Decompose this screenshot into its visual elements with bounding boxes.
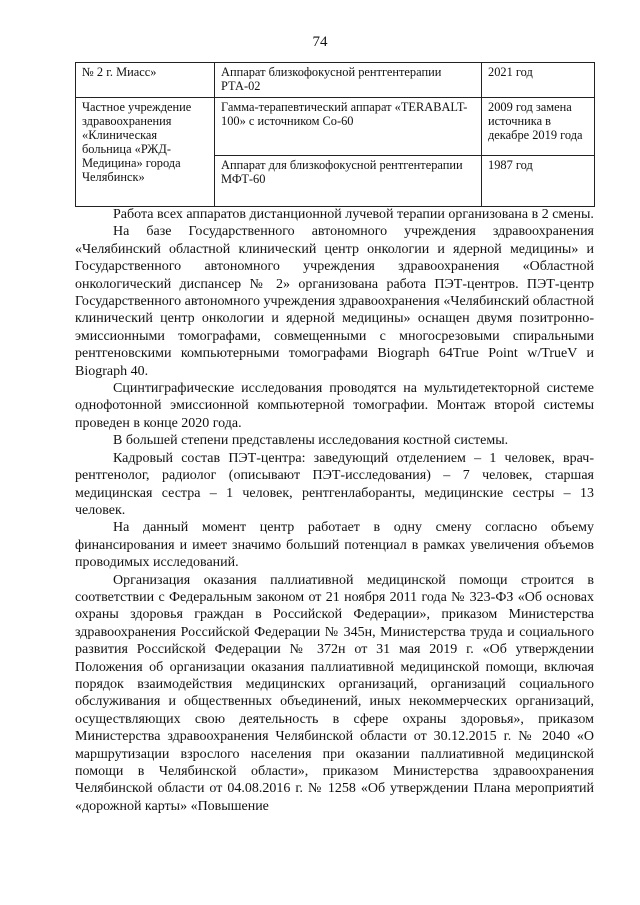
paragraph: Организация оказания паллиативной медицинской помощи строится в соответствии с Федеральным законом от 21 ноября 2011 года № 323-ФЗ «Об основах охраны здоровья граждан в Российской Федерации», приказом Министерства здравоохранения Российской Федерации № 345н, Министерства труда и социального развития Российской Федерации № 372н от 31 мая 2019 г. «Об утверждении Положения об организации оказания паллиативной медицинской помощи, включая порядок взаимодействия медицинских организаций, организаций социального обслуживания и общественных объединений, иных некоммерческих организаций, осуществляющих свою деятельность в сфере охраны здоровья», приказом Министерства здравоохранения Челябинской области от 30.12.2015 г. № 2040 «О маршрутизации взрослого населения при оказании паллиативной медицинской помощи в Челябинской области», приказом Министерства здравоохранения Челябинской области от 04.08.2016 г. № 1258 «Об утверждении Плана мероприятий «дорожной карты» «Повышение [75, 572, 594, 814]
body-text [75, 206, 594, 815]
table-cell-institution: № 2 г. Миасс» [76, 63, 215, 98]
table-cell-year: 2009 год замена источника в декабре 2019 года [482, 98, 595, 156]
equipment-table [75, 62, 595, 207]
table-cell-year: 1987 год [482, 156, 595, 207]
table-cell-equipment: Гамма-терапевтический аппарат «TERABALT-100» с источником Со-60 [215, 98, 482, 156]
table-cell-institution: Частное учреждение здравоохранения «Клиническая больница «РЖД-Медицина» города Челябинск» [76, 98, 215, 207]
table-row [76, 98, 595, 156]
page-number: 74 [312, 34, 328, 50]
table-cell-year: 2021 год [482, 63, 595, 98]
table-cell-equipment: Аппарат для близкофокусной рентгентерапии МФТ-60 [215, 156, 482, 207]
table-row [76, 63, 595, 98]
paragraph: Сцинтиграфические исследования проводятся на мультидетекторной системе однофотонной эмиссионной компьютерной томографии. Монтаж второй системы проведен в конце 2020 года. [75, 381, 594, 431]
table-cell-equipment: Аппарат близкофокусной рентгентерапии РТА-02 [215, 63, 482, 98]
paragraph: На данный момент центр работает в одну смену согласно объему финансирования и имеет значимо больший потенциал в рамках увеличения объемов проводимых исследований. [75, 520, 594, 571]
paragraph: На базе Государственного автономного учреждения здравоохранения «Челябинский областной клинический центр онкологии и ядерной медицины» и Государственного автономного учреждения здравоохранения «Областной онкологический диспансер № 2» организована работа ПЭТ-центров. ПЭТ-центр Государственного автономного учреждения здравоохранения «Челябинский областной клинический центр онкологии и ядерной медицины» оснащен двумя позитронно-эмиссионными томографами, совмещенными с многосрезовыми спиральными рентгеновскими компьютерными томографами Biograph 64True Point w/TrueV и Biograph 40. [75, 224, 594, 379]
paragraph: Работа всех аппаратов дистанционной лучевой терапии организована в 2 смены. [113, 207, 594, 222]
paragraph: Кадровый состав ПЭТ-центра: заведующий отделением – 1 человек, врач-рентгенолог, радиолог (описывают ПЭТ-исследования) – 7 человек, старшая медицинская сестра – 1 человек, рентгенлаборанты, медицинские сестры – 13 человек. [75, 450, 594, 518]
paragraph: В большей степени представлены исследования костной системы. [113, 433, 509, 449]
